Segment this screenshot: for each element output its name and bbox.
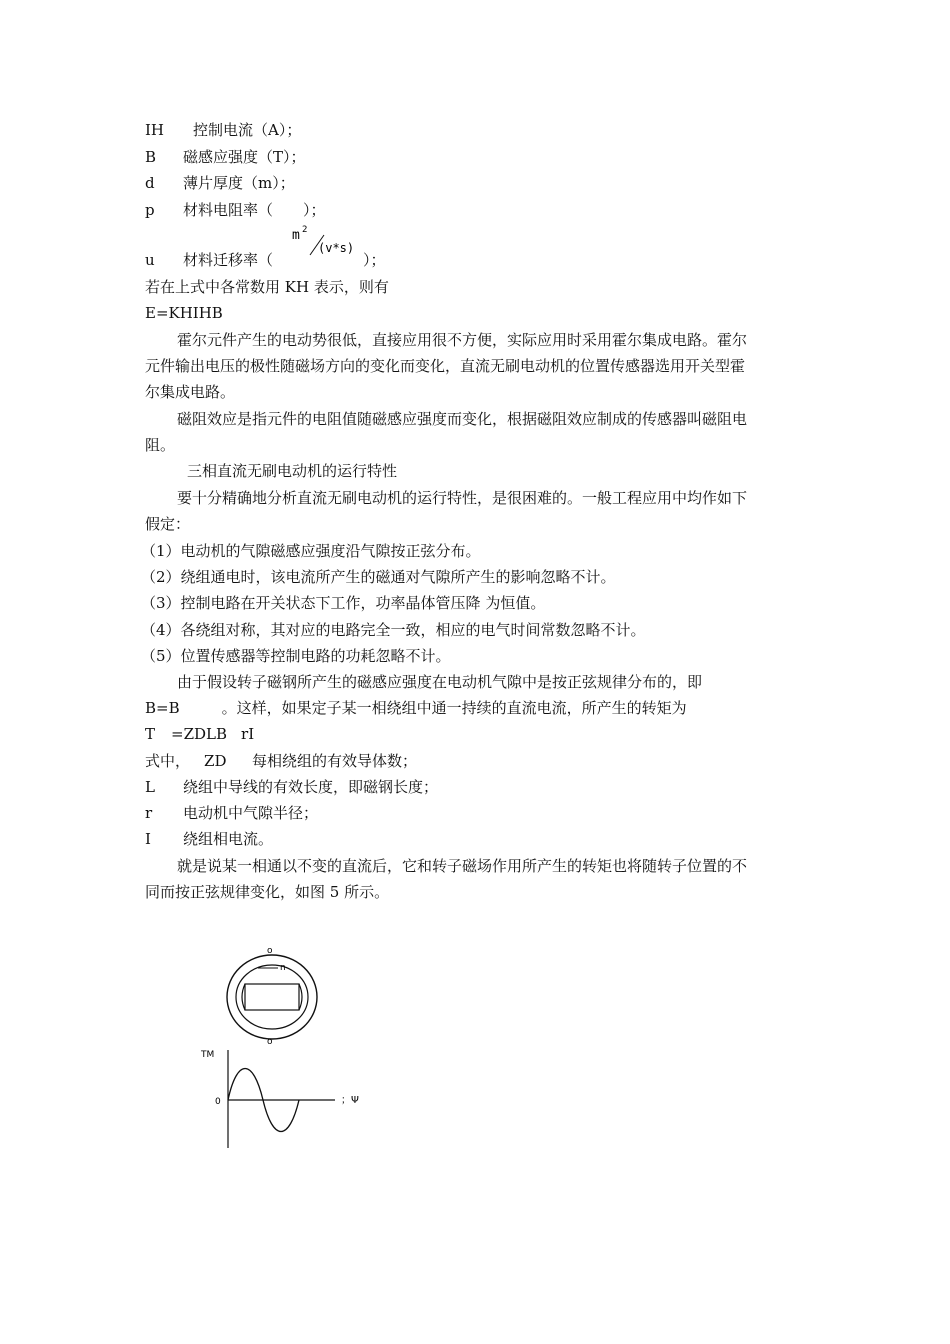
x-axis-label: ；Ψ xyxy=(341,1095,359,1106)
kh-sentence: 若在上式中各常数用 KH 表示，则有 xyxy=(145,278,389,296)
definition-ih xyxy=(145,120,301,140)
definition-text: 材料迁移率（ ）； xyxy=(183,251,386,269)
rotor-paragraph-line-1: 由于假设转子磁钢所产生的磁感应强度在电动机气隙中是按正弦规律分布的，即 xyxy=(177,673,703,691)
definition-text: 控制电流（A）； xyxy=(193,121,302,139)
symbol: r xyxy=(145,804,153,822)
assumption-item: （4）各绕组对称，其对应的电路完全一致，相应的电气时间常数忽略不计。 xyxy=(141,621,646,639)
symbol: I xyxy=(145,830,151,848)
symbol: u xyxy=(145,251,155,269)
magnetoresistance-line-1: 磁阻效应是指元件的电阻值随磁感应强度而变化，根据磁阻效应制成的传感器叫磁阻电 xyxy=(177,410,748,428)
symbol: B xyxy=(145,148,157,166)
hall-paragraph-line-3: 尔集成电路。 xyxy=(145,383,236,401)
definition-d xyxy=(145,173,295,193)
figure-5 xyxy=(195,940,375,1155)
definition-text: 绕组相电流。 xyxy=(183,830,274,848)
assumption-item: （2）绕组通电时，该电流所产生的磁通对气隙所产生的影响忽略不计。 xyxy=(141,568,616,586)
fraction-denominator: (v*s) xyxy=(318,241,355,255)
definition-text: 材料电阻率（ ）； xyxy=(183,201,326,219)
definition-text: 每相绕组的有效导体数； xyxy=(252,752,418,770)
y-axis-label: TM xyxy=(201,1050,215,1060)
torque-expression-tail: rI xyxy=(241,725,255,743)
torque-symbol: T xyxy=(145,725,156,743)
definition-u xyxy=(145,250,386,270)
rotor-magnet xyxy=(245,984,299,1010)
assumption-item: （5）位置传感器等控制电路的功耗忽略不计。 xyxy=(141,647,451,665)
kh-formula: E=KHIHB xyxy=(145,304,223,322)
rotation-label: n xyxy=(280,963,286,973)
definition-r xyxy=(145,803,318,823)
symbol: ZD xyxy=(204,752,227,770)
where-line xyxy=(145,751,417,771)
motor-bottom-label: o xyxy=(267,1037,273,1047)
hall-paragraph-line-2: 元件输出电压的极性随磁场方向的变化而变化，直流无刷电动机的位置传感器选用开关型霍 xyxy=(145,357,746,375)
section-title: 三相直流无刷电动机的运行特性 xyxy=(187,462,398,480)
definition-text: 磁感应强度（T）； xyxy=(183,148,306,166)
torque-expression: =ZDLB xyxy=(171,725,228,743)
hall-paragraph-line-1: 霍尔元件产生的电动势很低，直接应用很不方便，实际应用时采用霍尔集成电路。霍尔 xyxy=(177,331,748,349)
symbol: p xyxy=(145,201,155,219)
origin-label: 0 xyxy=(215,1097,221,1107)
symbol: d xyxy=(145,174,155,192)
fraction-exponent: 2 xyxy=(302,225,308,235)
assumption-intro-line-2: 假定： xyxy=(145,515,191,533)
where-lead: 式中， xyxy=(145,752,191,770)
motor-diagram xyxy=(227,946,317,1047)
assumption-item: （3）控制电路在开关状态下工作，功率晶体管压降 为恒值。 xyxy=(141,594,546,612)
definition-i xyxy=(145,829,273,849)
definition-text: 绕组中导线的有效长度，即磁钢长度； xyxy=(183,778,439,796)
motor-top-label: o xyxy=(267,946,273,956)
rotor-sentence: 。这样，如果定子某一相绕组中通一持续的直流电流，所产生的转矩为 xyxy=(221,699,687,717)
stator-inner-circle xyxy=(236,965,308,1029)
definition-text: 电动机中气隙半径； xyxy=(183,804,319,822)
magnetoresistance-line-2: 阻。 xyxy=(145,436,176,454)
definition-text: 薄片厚度（m）； xyxy=(183,174,295,192)
assumption-intro-line-1: 要十分精确地分析直流无刷电动机的运行特性，是很困难的。一般工程应用中均作如下 xyxy=(177,489,748,507)
final-paragraph-line-2: 同而按正弦规律变化，如图 5 所示。 xyxy=(145,883,390,901)
definition-l xyxy=(145,777,438,797)
torque-waveform xyxy=(200,1050,359,1148)
definition-b xyxy=(145,147,306,167)
flux-formula: B=B xyxy=(145,699,180,717)
definition-p xyxy=(145,200,326,220)
fraction-numerator: m xyxy=(292,228,300,243)
torque-formula xyxy=(145,724,254,744)
final-paragraph-line-1: 就是说某一相通以不变的直流后，它和转子磁场作用所产生的转矩也将随转子位置的不 xyxy=(177,857,748,875)
symbol: IH xyxy=(145,121,165,139)
rotor-paragraph-line-2 xyxy=(145,698,687,718)
symbol: L xyxy=(145,778,155,796)
assumption-item: （1）电动机的气隙磁感应强度沿气隙按正弦分布。 xyxy=(141,542,481,560)
